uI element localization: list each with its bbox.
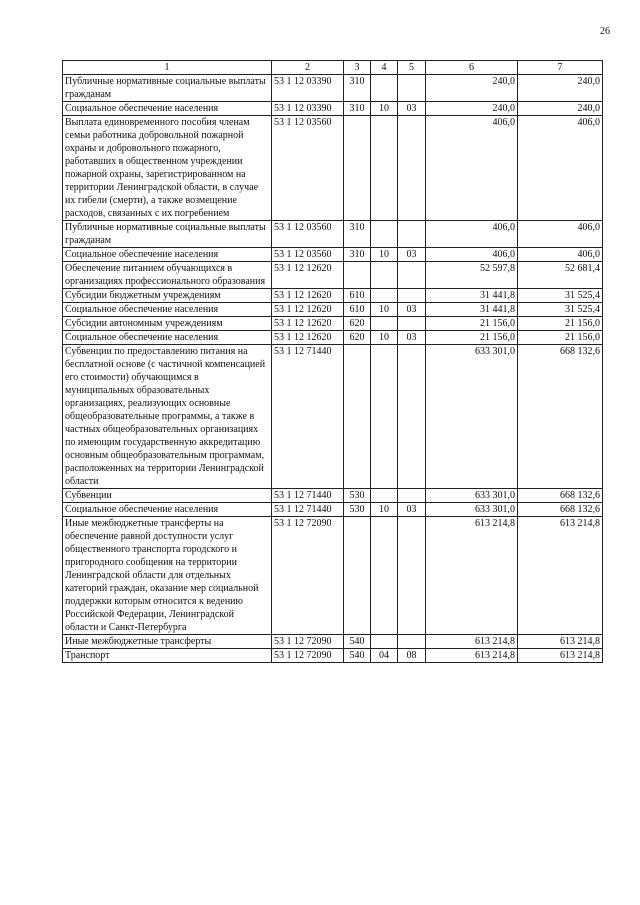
- amount-year-2-cell: 21 156,0: [518, 331, 603, 345]
- section-cell: [371, 75, 398, 102]
- amount-year-1-cell: 31 441,8: [426, 289, 518, 303]
- column-header: 3: [344, 61, 371, 75]
- expense-type-cell: 530: [344, 503, 371, 517]
- subsection-cell: [398, 317, 426, 331]
- table-row: [63, 317, 603, 331]
- subsection-cell: [398, 116, 426, 221]
- expense-type-cell: 530: [344, 489, 371, 503]
- amount-year-1-cell: 633 301,0: [426, 345, 518, 489]
- subsection-cell: [398, 489, 426, 503]
- subsection-cell: 03: [398, 503, 426, 517]
- target-code-cell: 53 1 12 03390: [272, 102, 344, 116]
- expense-type-cell: [344, 262, 371, 289]
- expense-type-cell: [344, 517, 371, 635]
- amount-year-2-cell: 406,0: [518, 248, 603, 262]
- amount-year-1-cell: 613 214,8: [426, 517, 518, 635]
- section-cell: [371, 345, 398, 489]
- table-row: [63, 517, 603, 635]
- section-cell: [371, 489, 398, 503]
- table-row: [63, 489, 603, 503]
- subsection-cell: [398, 221, 426, 248]
- amount-year-1-cell: 633 301,0: [426, 489, 518, 503]
- section-cell: [371, 289, 398, 303]
- expense-type-cell: 610: [344, 303, 371, 317]
- subsection-cell: 03: [398, 303, 426, 317]
- table-row: [63, 331, 603, 345]
- expense-type-cell: [344, 116, 371, 221]
- table-row: [63, 75, 603, 102]
- target-code-cell: 53 1 12 03560: [272, 116, 344, 221]
- amount-year-2-cell: 668 132,6: [518, 503, 603, 517]
- column-header: 5: [398, 61, 426, 75]
- section-cell: 04: [371, 649, 398, 663]
- table-header-row: [63, 61, 603, 75]
- table-row: [63, 262, 603, 289]
- amount-year-1-cell: 21 156,0: [426, 331, 518, 345]
- target-code-cell: 53 1 12 12620: [272, 317, 344, 331]
- target-code-cell: 53 1 12 12620: [272, 303, 344, 317]
- subsection-cell: [398, 517, 426, 635]
- target-code-cell: 53 1 12 71440: [272, 503, 344, 517]
- amount-year-2-cell: 240,0: [518, 102, 603, 116]
- column-header: 4: [371, 61, 398, 75]
- row-name-cell: Субсидии бюджетным учреждениям: [63, 289, 272, 303]
- subsection-cell: 08: [398, 649, 426, 663]
- amount-year-2-cell: 406,0: [518, 221, 603, 248]
- column-header: 1: [63, 61, 272, 75]
- subsection-cell: 03: [398, 248, 426, 262]
- column-header: 7: [518, 61, 603, 75]
- target-code-cell: 53 1 12 12620: [272, 262, 344, 289]
- section-cell: 10: [371, 303, 398, 317]
- amount-year-1-cell: 406,0: [426, 116, 518, 221]
- table-row: [63, 635, 603, 649]
- amount-year-1-cell: 240,0: [426, 75, 518, 102]
- expense-type-cell: 610: [344, 289, 371, 303]
- row-name-cell: Социальное обеспечение населения: [63, 503, 272, 517]
- table-row: [63, 345, 603, 489]
- row-name-cell: Транспорт: [63, 649, 272, 663]
- column-header: 6: [426, 61, 518, 75]
- row-name-cell: Социальное обеспечение населения: [63, 331, 272, 345]
- subsection-cell: [398, 262, 426, 289]
- subsection-cell: [398, 289, 426, 303]
- target-code-cell: 53 1 12 03560: [272, 248, 344, 262]
- row-name-cell: Обеспечение питанием обучающихся в организациях профессионального образования: [63, 262, 272, 289]
- expense-type-cell: [344, 345, 371, 489]
- table-row: [63, 289, 603, 303]
- subsection-cell: [398, 75, 426, 102]
- amount-year-1-cell: 406,0: [426, 248, 518, 262]
- subsection-cell: 03: [398, 102, 426, 116]
- table-row: [63, 248, 603, 262]
- row-name-cell: Субвенции: [63, 489, 272, 503]
- row-name-cell: Публичные нормативные социальные выплаты гражданам: [63, 75, 272, 102]
- subsection-cell: [398, 345, 426, 489]
- amount-year-2-cell: 31 525,4: [518, 303, 603, 317]
- amount-year-1-cell: 21 156,0: [426, 317, 518, 331]
- section-cell: 10: [371, 248, 398, 262]
- expense-type-cell: 310: [344, 221, 371, 248]
- amount-year-1-cell: 613 214,8: [426, 635, 518, 649]
- row-name-cell: Социальное обеспечение населения: [63, 102, 272, 116]
- table-row: [63, 303, 603, 317]
- row-name-cell: Публичные нормативные социальные выплаты гражданам: [63, 221, 272, 248]
- amount-year-2-cell: 406,0: [518, 116, 603, 221]
- section-cell: [371, 221, 398, 248]
- amount-year-2-cell: 21 156,0: [518, 317, 603, 331]
- row-name-cell: Выплата единовременного пособия членам семьи работника добровольной пожарной охраны и добровольного пожарного, работавших в общественном учреждении пожарной охраны, зарегистрированном на территории Ленинградской области, в случае их гибели (смерти), а также возмещение расходов, связанных с их погребением: [63, 116, 272, 221]
- target-code-cell: 53 1 12 12620: [272, 331, 344, 345]
- target-code-cell: 53 1 12 72090: [272, 517, 344, 635]
- amount-year-1-cell: 240,0: [426, 102, 518, 116]
- target-code-cell: 53 1 12 71440: [272, 489, 344, 503]
- section-cell: 10: [371, 503, 398, 517]
- section-cell: [371, 262, 398, 289]
- section-cell: 10: [371, 102, 398, 116]
- target-code-cell: 53 1 12 03560: [272, 221, 344, 248]
- page-number: 26: [600, 26, 610, 37]
- row-name-cell: Иные межбюджетные трансферты: [63, 635, 272, 649]
- expense-type-cell: 540: [344, 649, 371, 663]
- amount-year-2-cell: 52 681,4: [518, 262, 603, 289]
- amount-year-2-cell: 613 214,8: [518, 635, 603, 649]
- section-cell: 10: [371, 331, 398, 345]
- expense-type-cell: 620: [344, 331, 371, 345]
- section-cell: [371, 317, 398, 331]
- subsection-cell: [398, 635, 426, 649]
- table-row: [63, 221, 603, 248]
- target-code-cell: 53 1 12 72090: [272, 649, 344, 663]
- amount-year-2-cell: 668 132,6: [518, 489, 603, 503]
- target-code-cell: 53 1 12 03390: [272, 75, 344, 102]
- amount-year-1-cell: 633 301,0: [426, 503, 518, 517]
- table-row: [63, 503, 603, 517]
- amount-year-2-cell: 613 214,8: [518, 517, 603, 635]
- row-name-cell: Субвенции по предоставлению питания на бесплатной основе (с частичной компенсацией его стоимости) обучающимся в муниципальных образовательных организациях, реализующих основные общеобразовательные программы, а также в частных общеобразовательных организациях по имеющим государственную аккредитацию основным общеобразовательным программам, расположенных на территории Ленинградской области: [63, 345, 272, 489]
- amount-year-2-cell: 31 525,4: [518, 289, 603, 303]
- expense-type-cell: 310: [344, 248, 371, 262]
- column-header: 2: [272, 61, 344, 75]
- row-name-cell: Субсидии автономным учреждениям: [63, 317, 272, 331]
- table-row: [63, 102, 603, 116]
- amount-year-1-cell: 52 597,8: [426, 262, 518, 289]
- budget-table: [62, 60, 603, 663]
- amount-year-2-cell: 613 214,8: [518, 649, 603, 663]
- amount-year-1-cell: 31 441,8: [426, 303, 518, 317]
- subsection-cell: 03: [398, 331, 426, 345]
- table-row: [63, 649, 603, 663]
- row-name-cell: Социальное обеспечение населения: [63, 303, 272, 317]
- amount-year-1-cell: 406,0: [426, 221, 518, 248]
- row-name-cell: Иные межбюджетные трансферты на обеспечение равной доступности услуг общественного транспорта городского и пригородного сообщения на территории Ленинградской области для отдельных категорий граждан, оказание мер социальной поддержки которым относится к ведению Российской Федерации, Ленинградской области и Санкт-Петербурга: [63, 517, 272, 635]
- section-cell: [371, 116, 398, 221]
- amount-year-2-cell: 668 132,6: [518, 345, 603, 489]
- target-code-cell: 53 1 12 12620: [272, 289, 344, 303]
- expense-type-cell: 310: [344, 102, 371, 116]
- section-cell: [371, 635, 398, 649]
- expense-type-cell: 620: [344, 317, 371, 331]
- row-name-cell: Социальное обеспечение населения: [63, 248, 272, 262]
- target-code-cell: 53 1 12 71440: [272, 345, 344, 489]
- amount-year-1-cell: 613 214,8: [426, 649, 518, 663]
- section-cell: [371, 517, 398, 635]
- expense-type-cell: 540: [344, 635, 371, 649]
- amount-year-2-cell: 240,0: [518, 75, 603, 102]
- target-code-cell: 53 1 12 72090: [272, 635, 344, 649]
- expense-type-cell: 310: [344, 75, 371, 102]
- table-row: [63, 116, 603, 221]
